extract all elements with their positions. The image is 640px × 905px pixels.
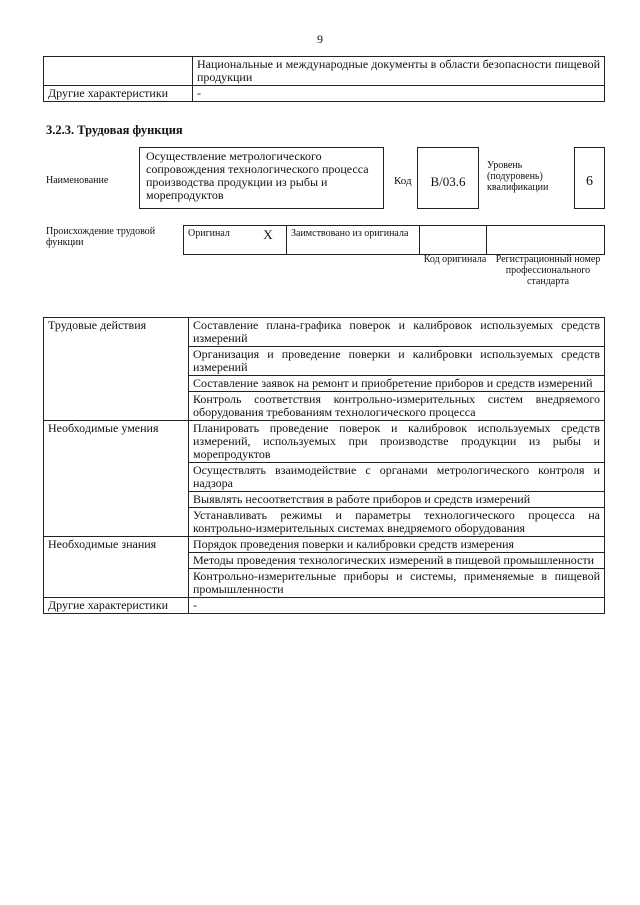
table-cell-value: - — [193, 86, 605, 102]
table-cell: Устанавливать режимы и параметры технологического процесса на контрольно-измерительных системах внедряемого оборудования — [189, 508, 605, 537]
table-cell: Контрольно-измерительные приборы и системы, применяемые в пищевой промышленности — [189, 569, 605, 598]
table-cell: Планировать проведение поверок и калибровок используемых средств измерений, используемых при производстве продукции из рыбы и морепродуктов — [189, 421, 605, 463]
original-mark: X — [250, 226, 287, 255]
page-number: 9 — [317, 32, 323, 46]
code-original-cell — [420, 226, 487, 255]
table-cell: Порядок проведения поверки и калибровки средств измерения — [189, 537, 605, 553]
table-row — [44, 421, 605, 463]
table-cell-label: Другие характеристики — [44, 86, 193, 102]
code-label: Код — [394, 175, 412, 187]
function-name-value: Осуществление метрологического сопровождения технологического процесса производства продукции из рыбы и морепродуктов — [139, 147, 384, 209]
table-cell: Составление плана-графика поверок и калибровок используемых средств измерений — [189, 318, 605, 347]
code-original-caption: Код оригинала — [423, 254, 487, 265]
table-cell: Методы проведения технологических измерений в пищевой промышленности — [189, 553, 605, 569]
table-cell: Организация и проведение поверки и калибровки используемых средств измерений — [189, 347, 605, 376]
borrowed-label: Заимствовано из оригинала — [287, 226, 420, 255]
table-row — [44, 318, 605, 347]
origin-table — [183, 225, 605, 255]
table-row — [184, 226, 605, 255]
level-label: Уровень (подуровень) квалификации — [487, 160, 549, 193]
table-row — [44, 598, 605, 614]
code-value: В/03.6 — [417, 147, 479, 209]
table-cell: Составление заявок на ремонт и приобретение приборов и средств измерений — [189, 376, 605, 392]
origin-label: Происхождение трудовой функции — [46, 226, 156, 248]
table-cell: - — [189, 598, 605, 614]
table-cell-label — [44, 57, 193, 86]
table-cell: Контроль соответствия контрольно-измерительных систем внедряемого оборудования требованиям технологического процесса — [189, 392, 605, 421]
reg-number-caption: Регистрационный номер профессионального стандарта — [495, 254, 601, 287]
table-row — [44, 86, 605, 102]
name-label: Наименование — [46, 175, 109, 186]
section-title: 3.2.3. Трудовая функция — [46, 123, 183, 137]
table-cell: Осуществлять взаимодействие с органами метрологического контроля и надзора — [189, 463, 605, 492]
group-label: Другие характеристики — [44, 598, 189, 614]
group-label: Необходимые умения — [44, 421, 189, 537]
table-row — [44, 537, 605, 553]
table-cell: Выявлять несоответствия в работе приборов и средств измерений — [189, 492, 605, 508]
table-row — [44, 57, 605, 86]
level-value: 6 — [574, 147, 605, 209]
group-label: Трудовые действия — [44, 318, 189, 421]
reg-number-cell — [487, 226, 605, 255]
function-details-table — [43, 317, 605, 614]
group-label: Необходимые знания — [44, 537, 189, 598]
table-cell-value: Национальные и международные документы в области безопасности пищевой продукции — [193, 57, 605, 86]
top-characteristics-table — [43, 56, 605, 102]
original-label: Оригинал — [184, 226, 251, 255]
